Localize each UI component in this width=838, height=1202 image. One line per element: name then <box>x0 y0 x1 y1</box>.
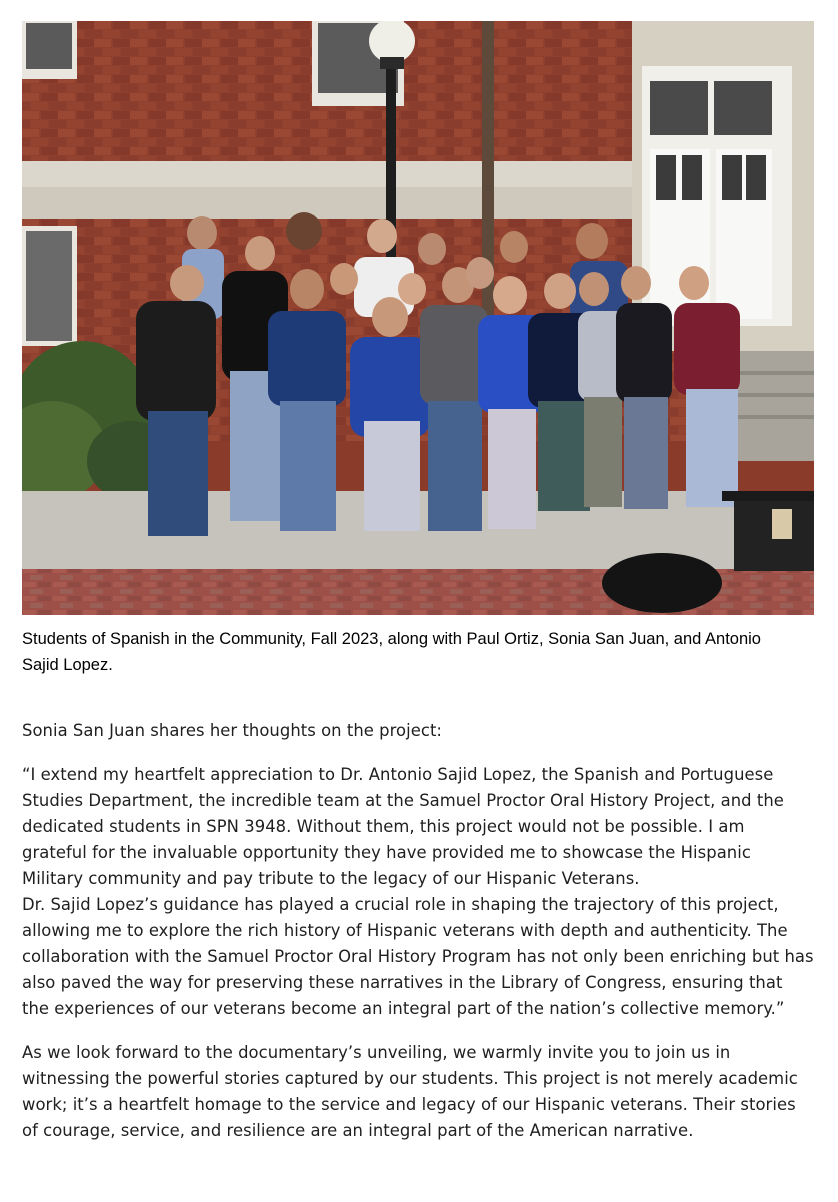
group-photo <box>22 21 814 615</box>
closing-paragraph: As we look forward to the documentary’s unveiling, we warmly invite you to join us in witnessing the powerful stories captured by our students. This project is not merely academic work; it’s a heartfelt homage to the service and legacy of our Hispanic veterans. Their stories of courage, service, and resilience are an integral part of the American narrative. <box>22 1043 798 1140</box>
article-body <box>22 718 814 1162</box>
quote-paragraph-2: Dr. Sajid Lopez’s guidance has played a crucial role in shaping the trajectory of this project, allowing me to explore the rich history of Hispanic veterans with depth and authenticity. The collaboration with the Samuel Proctor Oral History Program has not only been enriching but has also paved the way for preserving these narratives in the Library of Congress, ensuring that the experiences of our veterans become an integral part of the nation’s collective memory.” <box>22 895 814 1018</box>
photo-caption: Students of Spanish in the Community, Fall 2023, along with Paul Ortiz, Sonia San Juan, and Antonio Sajid Lopez. <box>22 630 761 674</box>
quote-paragraph-1: “I extend my heartfelt appreciation to Dr. Antonio Sajid Lopez, the Spanish and Portuguese Studies Department, the incredible team at the Samuel Proctor Oral History Project, and the dedicated students in SPN 3948. Without them, this project would not be possible. I am grateful for the invaluable opportunity they have provided me to showcase the Hispanic Military community and pay tribute to the legacy of our Hispanic Veterans. <box>22 765 784 888</box>
intro-paragraph: Sonia San Juan shares her thoughts on the project: <box>22 721 442 740</box>
